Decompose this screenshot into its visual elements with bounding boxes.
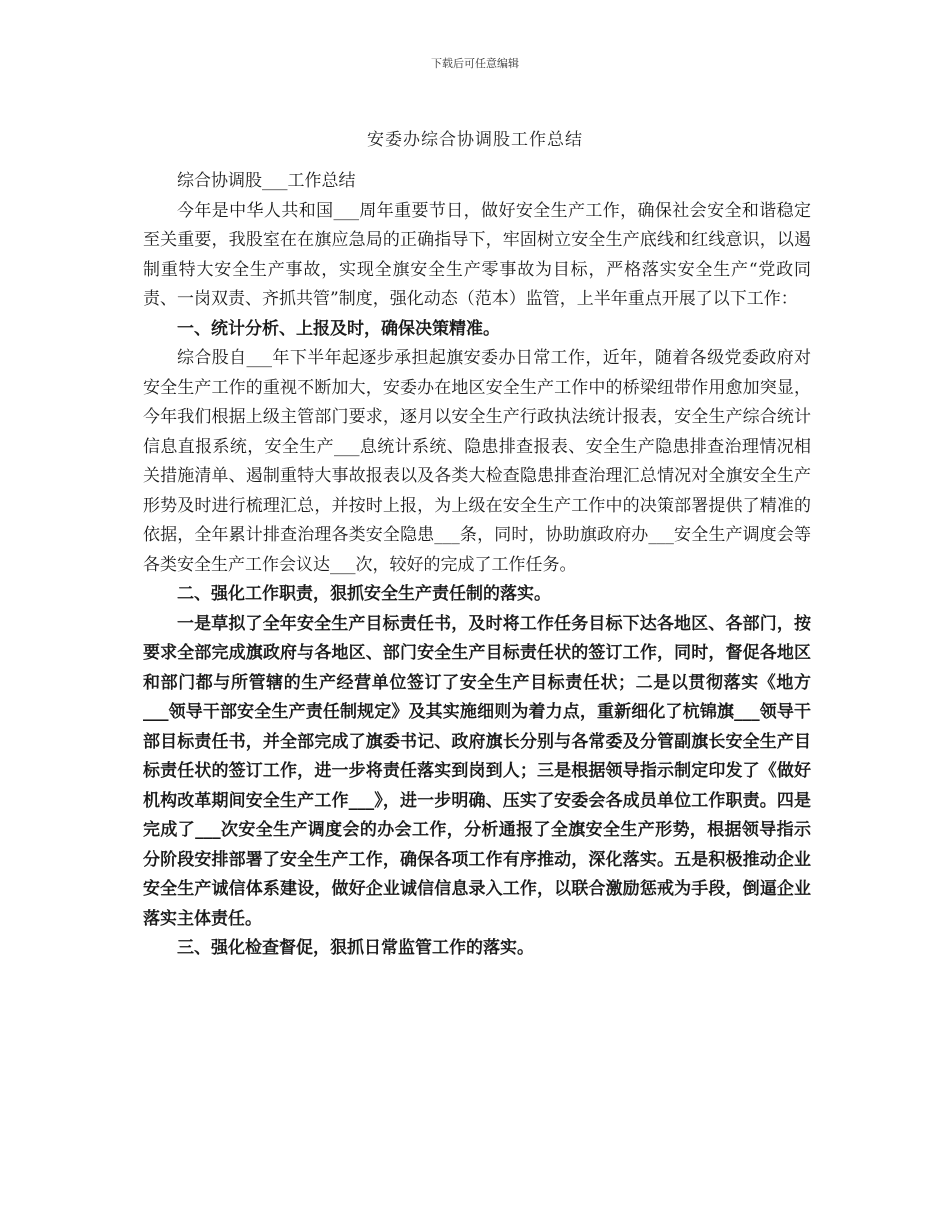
section-2-paragraph: 一是草拟了全年安全生产目标责任书，及时将工作任务目标下达各地区、各部门，按要求全部完成旗政府与各地区、部门安全生产目标责任状的签订工作，同时，督促各地区和部门都与所管辖的生产经营单位签订了安全生产目标责任状；二是以贯彻落实《地方___领导干部安全生产责任制规定》及其实施细则为着力点，重新细化了杭锦旗___领导干部目标责任书，并全部完成了旗委书记、政府旗长分别与各常委及分管副旗长安全生产目标责任状的签订工作，进一步将责任落实到岗到人；三是根据领导指示制定印发了《做好机构改革期间安全生产工作___》，进一步明确、压实了安委会各成员单位工作职责。四是完成了___次安全生产调度会的办会工作，分析通报了全旗安全生产形势，根据领导指示分阶段安排部署了安全生产工作，确保各项工作有序推动，深化落实。五是积极推动企业安全生产诚信体系建设，做好企业诚信信息录入工作，以联合激励惩戒为手段，倒逼企业落实主体责任。 bbox=[143, 613, 811, 929]
section-heading-3: 三、强化检查督促，狠抓日常监管工作的落实。 bbox=[177, 938, 534, 958]
page-header-note: 下载后可任意编辑 bbox=[431, 57, 519, 70]
document-title: 安委办综合协调股工作总结 bbox=[367, 130, 583, 150]
section-heading-1: 一、统计分析、上报及时，确保决策精准。 bbox=[177, 318, 500, 339]
section-1-paragraph: 综合股自___年下半年起逐步承担起旗安委办日常工作，近年，随着各级党委政府对安全生产工作的重视不断加大，安委办在地区安全生产工作中的桥梁纽带作用愈加突显，今年我们根据上级主管部门要求，逐月以安全生产行政执法统计报表，安全生产综合统计信息直报系统，安全生产___息统计系统、隐患排查报表、安全生产隐患排查治理情况相关措施清单、遏制重特大事故报表以及各类大检查隐患排查治理汇总情况对全旗安全生产形势及时进行梳理汇总，并按时上报，为上级在安全生产工作中的决策部署提供了精准的依据，全年累计排查治理各类安全隐患___条，同时，协助旗政府办___安全生产调度会等各类安全生产工作会议达___次，较好的完成了工作任务。 bbox=[143, 348, 811, 575]
intro-paragraph: 今年是中华人共和国___周年重要节日，做好安全生产工作，确保社会安全和谐稳定至关重要，我股室在在旗应急局的正确指导下，牢固树立安全生产底线和红线意识，以遏制重特大安全生产事故，实现全旗安全生产零事故为目标，严格落实安全生产“党政同责、一岗双责、齐抓共管”制度，强化动态（范本）监管，上半年重点开展了以下工作： bbox=[143, 200, 811, 309]
section-heading-2: 二、强化工作职责，狠抓安全生产责任制的落实。 bbox=[177, 584, 551, 604]
document-body bbox=[143, 167, 811, 964]
subtitle-line: 综合协调股___工作总结 bbox=[177, 171, 356, 191]
